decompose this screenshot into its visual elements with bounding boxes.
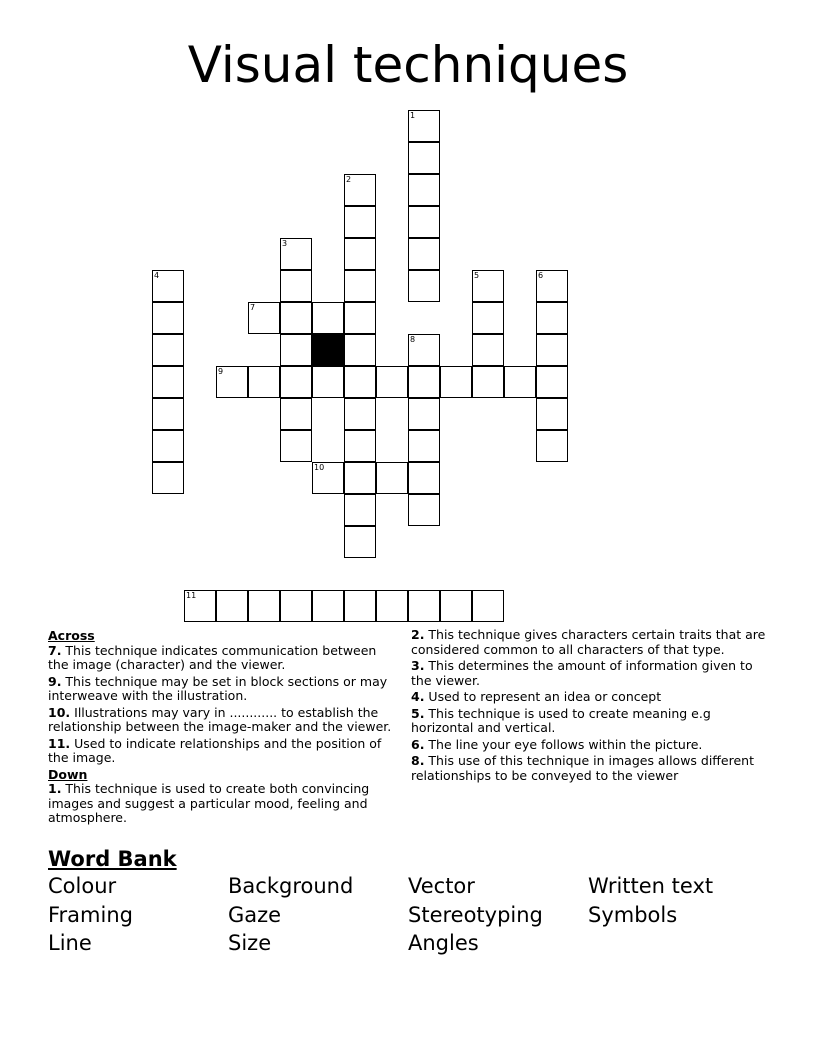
word-bank-item: Written text: [588, 874, 714, 898]
crossword-cell[interactable]: [504, 366, 536, 398]
clue-item: [411, 707, 771, 736]
crossword-cell[interactable]: [408, 142, 440, 174]
clue-item-text: The line your eye follows within the picture.: [424, 736, 703, 752]
crossword-cell[interactable]: [408, 334, 440, 366]
crossword-cell[interactable]: [280, 366, 312, 398]
across-clue-list: [48, 644, 400, 766]
clue-item-text: This use of this technique in images allows different relationships to be conveyed to the viewer: [411, 753, 754, 783]
crossword-cell[interactable]: [536, 334, 568, 366]
clue-item-number: 8.: [411, 753, 425, 768]
crossword-cell[interactable]: [536, 270, 568, 302]
crossword-cell[interactable]: [408, 590, 440, 622]
crossword-cell[interactable]: [152, 462, 184, 494]
crossword-cell[interactable]: [440, 366, 472, 398]
crossword-cell[interactable]: [472, 590, 504, 622]
clue-item-text: This technique indicates communication between the image (character) and the viewer.: [48, 642, 377, 672]
crossword-cell[interactable]: [472, 270, 504, 302]
crossword-cell[interactable]: [536, 430, 568, 462]
crossword-cell[interactable]: [152, 398, 184, 430]
down-heading: Down: [48, 766, 88, 782]
crossword-cell[interactable]: [312, 302, 344, 334]
clue-item-number: 3.: [411, 658, 425, 673]
clue-number: 1: [410, 111, 416, 120]
clue-item: [411, 659, 771, 688]
crossword-cell[interactable]: [440, 590, 472, 622]
crossword-cell[interactable]: [408, 110, 440, 142]
crossword-cell[interactable]: [408, 462, 440, 494]
word-bank-item: Stereotyping: [408, 902, 543, 927]
crossword-cell[interactable]: [536, 398, 568, 430]
crossword-cell[interactable]: [344, 526, 376, 558]
crossword-cell[interactable]: [280, 270, 312, 302]
crossword-cell[interactable]: [344, 398, 376, 430]
clue-item-number: 11.: [48, 735, 71, 751]
crossword-cell[interactable]: [280, 302, 312, 334]
crossword-black-cell: [312, 334, 344, 366]
clue-number: 5: [474, 271, 480, 280]
word-bank-item: Line: [48, 931, 92, 955]
clue-item-text: This technique gives characters certain traits that are considered common to all characters of that type.: [411, 627, 766, 657]
crossword-cell[interactable]: [344, 494, 376, 526]
word-bank-item: Framing: [48, 902, 133, 927]
crossword-cell[interactable]: [152, 270, 184, 302]
clue-number: 2: [346, 175, 352, 184]
clue-item: [48, 782, 400, 826]
word-bank-item: Angles: [408, 931, 479, 955]
word-bank: [48, 872, 788, 958]
crossword-cell[interactable]: [408, 494, 440, 526]
crossword-cell[interactable]: [152, 302, 184, 334]
crossword-cell[interactable]: [408, 206, 440, 238]
crossword-cell[interactable]: [216, 590, 248, 622]
clue-item: [411, 690, 771, 705]
crossword-cell[interactable]: [152, 430, 184, 462]
word-bank-item: Vector: [408, 874, 475, 898]
crossword-cell[interactable]: [344, 174, 376, 206]
clue-number: 3: [282, 239, 288, 248]
across-heading: Across: [48, 628, 95, 643]
crossword-cell[interactable]: [248, 590, 280, 622]
crossword-cell[interactable]: [344, 590, 376, 622]
crossword-cell[interactable]: [184, 590, 216, 622]
crossword-cell[interactable]: [408, 270, 440, 302]
crossword-cell[interactable]: [344, 206, 376, 238]
crossword-cell[interactable]: [312, 590, 344, 622]
crossword-cell[interactable]: [344, 366, 376, 398]
crossword-cell[interactable]: [376, 462, 408, 494]
clues-left-column: [48, 628, 400, 828]
clue-item-text: Used to indicate relationships and the position of the image.: [48, 735, 382, 765]
clue-number: 11: [186, 591, 197, 600]
crossword-cell[interactable]: [408, 430, 440, 462]
clue-item-number: 5.: [411, 705, 425, 721]
word-bank-item: Gaze: [228, 902, 282, 927]
clue-item: [411, 754, 771, 783]
crossword-cell[interactable]: [408, 398, 440, 430]
word-bank-item: Colour: [48, 874, 117, 898]
crossword-cell[interactable]: [280, 334, 312, 366]
crossword-cell[interactable]: [344, 238, 376, 270]
crossword-cell[interactable]: [472, 302, 504, 334]
crossword-cell[interactable]: [536, 302, 568, 334]
down-clue-list: [48, 782, 400, 826]
clue-number: 8: [410, 335, 416, 344]
clue-number: 9: [218, 367, 224, 376]
crossword-cell[interactable]: [408, 174, 440, 206]
crossword-cell[interactable]: [248, 302, 280, 334]
word-bank-item: Symbols: [588, 902, 678, 927]
clue-item: [411, 738, 771, 753]
crossword-cell[interactable]: [344, 430, 376, 462]
crossword-cell[interactable]: [280, 430, 312, 462]
clue-item-text: This determines the amount of information given to the viewer.: [411, 658, 753, 688]
clue-item-number: 6.: [411, 736, 425, 752]
crossword-cell[interactable]: [472, 334, 504, 366]
crossword-cell[interactable]: [312, 462, 344, 494]
clue-item-number: 7.: [48, 642, 62, 658]
word-bank-item: Background: [228, 874, 354, 898]
word-bank-item: Size: [228, 931, 272, 955]
down-clue-list-continued: [411, 628, 771, 783]
crossword-cell[interactable]: [248, 366, 280, 398]
clue-item-text: Illustrations may vary in ............ to establish the relationship between the image-maker and the viewer.: [48, 704, 392, 734]
crossword-cell[interactable]: [312, 366, 344, 398]
clues-right-column: [411, 628, 771, 785]
clue-item: [411, 628, 771, 657]
clue-item: [48, 644, 400, 673]
crossword-cell[interactable]: [216, 366, 248, 398]
crossword-cell[interactable]: [280, 590, 312, 622]
clue-item-number: 9.: [48, 673, 62, 689]
clue-item-text: Used to represent an idea or concept: [424, 689, 662, 704]
clue-item-text: This technique is used to create meaning e.g horizontal and vertical.: [411, 705, 711, 735]
page-title: Visual techniques: [187, 36, 629, 94]
clue-number: 10: [314, 463, 325, 472]
crossword-cell[interactable]: [408, 238, 440, 270]
clue-number: 4: [154, 271, 160, 280]
clue-item: [48, 675, 400, 704]
crossword-cell[interactable]: [536, 366, 568, 398]
clue-item: [48, 706, 400, 735]
clue-item-number: 1.: [48, 781, 62, 796]
crossword-cell[interactable]: [344, 462, 376, 494]
crossword-cell[interactable]: [408, 366, 440, 398]
clue-item-number: 10.: [48, 704, 71, 720]
clue-number: 6: [538, 271, 544, 280]
clue-item-number: 4.: [411, 689, 425, 704]
crossword-cell[interactable]: [280, 238, 312, 270]
crossword-cell[interactable]: [344, 334, 376, 366]
crossword-cell[interactable]: [472, 366, 504, 398]
word-bank-title: Word Bank: [48, 847, 177, 871]
clue-item-number: 2.: [411, 627, 425, 642]
crossword-cell[interactable]: [280, 398, 312, 430]
clue-number: 7: [250, 303, 256, 312]
clue-item-text: This technique may be set in block sections or may interweave with the illustration.: [48, 673, 388, 703]
crossword-cell[interactable]: [152, 366, 184, 398]
crossword-cell[interactable]: [152, 334, 184, 366]
clue-item: [48, 737, 400, 766]
crossword-cell[interactable]: [344, 270, 376, 302]
crossword-cell[interactable]: [376, 366, 408, 398]
crossword-cell[interactable]: [376, 590, 408, 622]
clue-item-text: This technique is used to create both convincing images and suggest a particular mood, feeling and atmosphere.: [48, 781, 370, 825]
crossword-cell[interactable]: [344, 302, 376, 334]
